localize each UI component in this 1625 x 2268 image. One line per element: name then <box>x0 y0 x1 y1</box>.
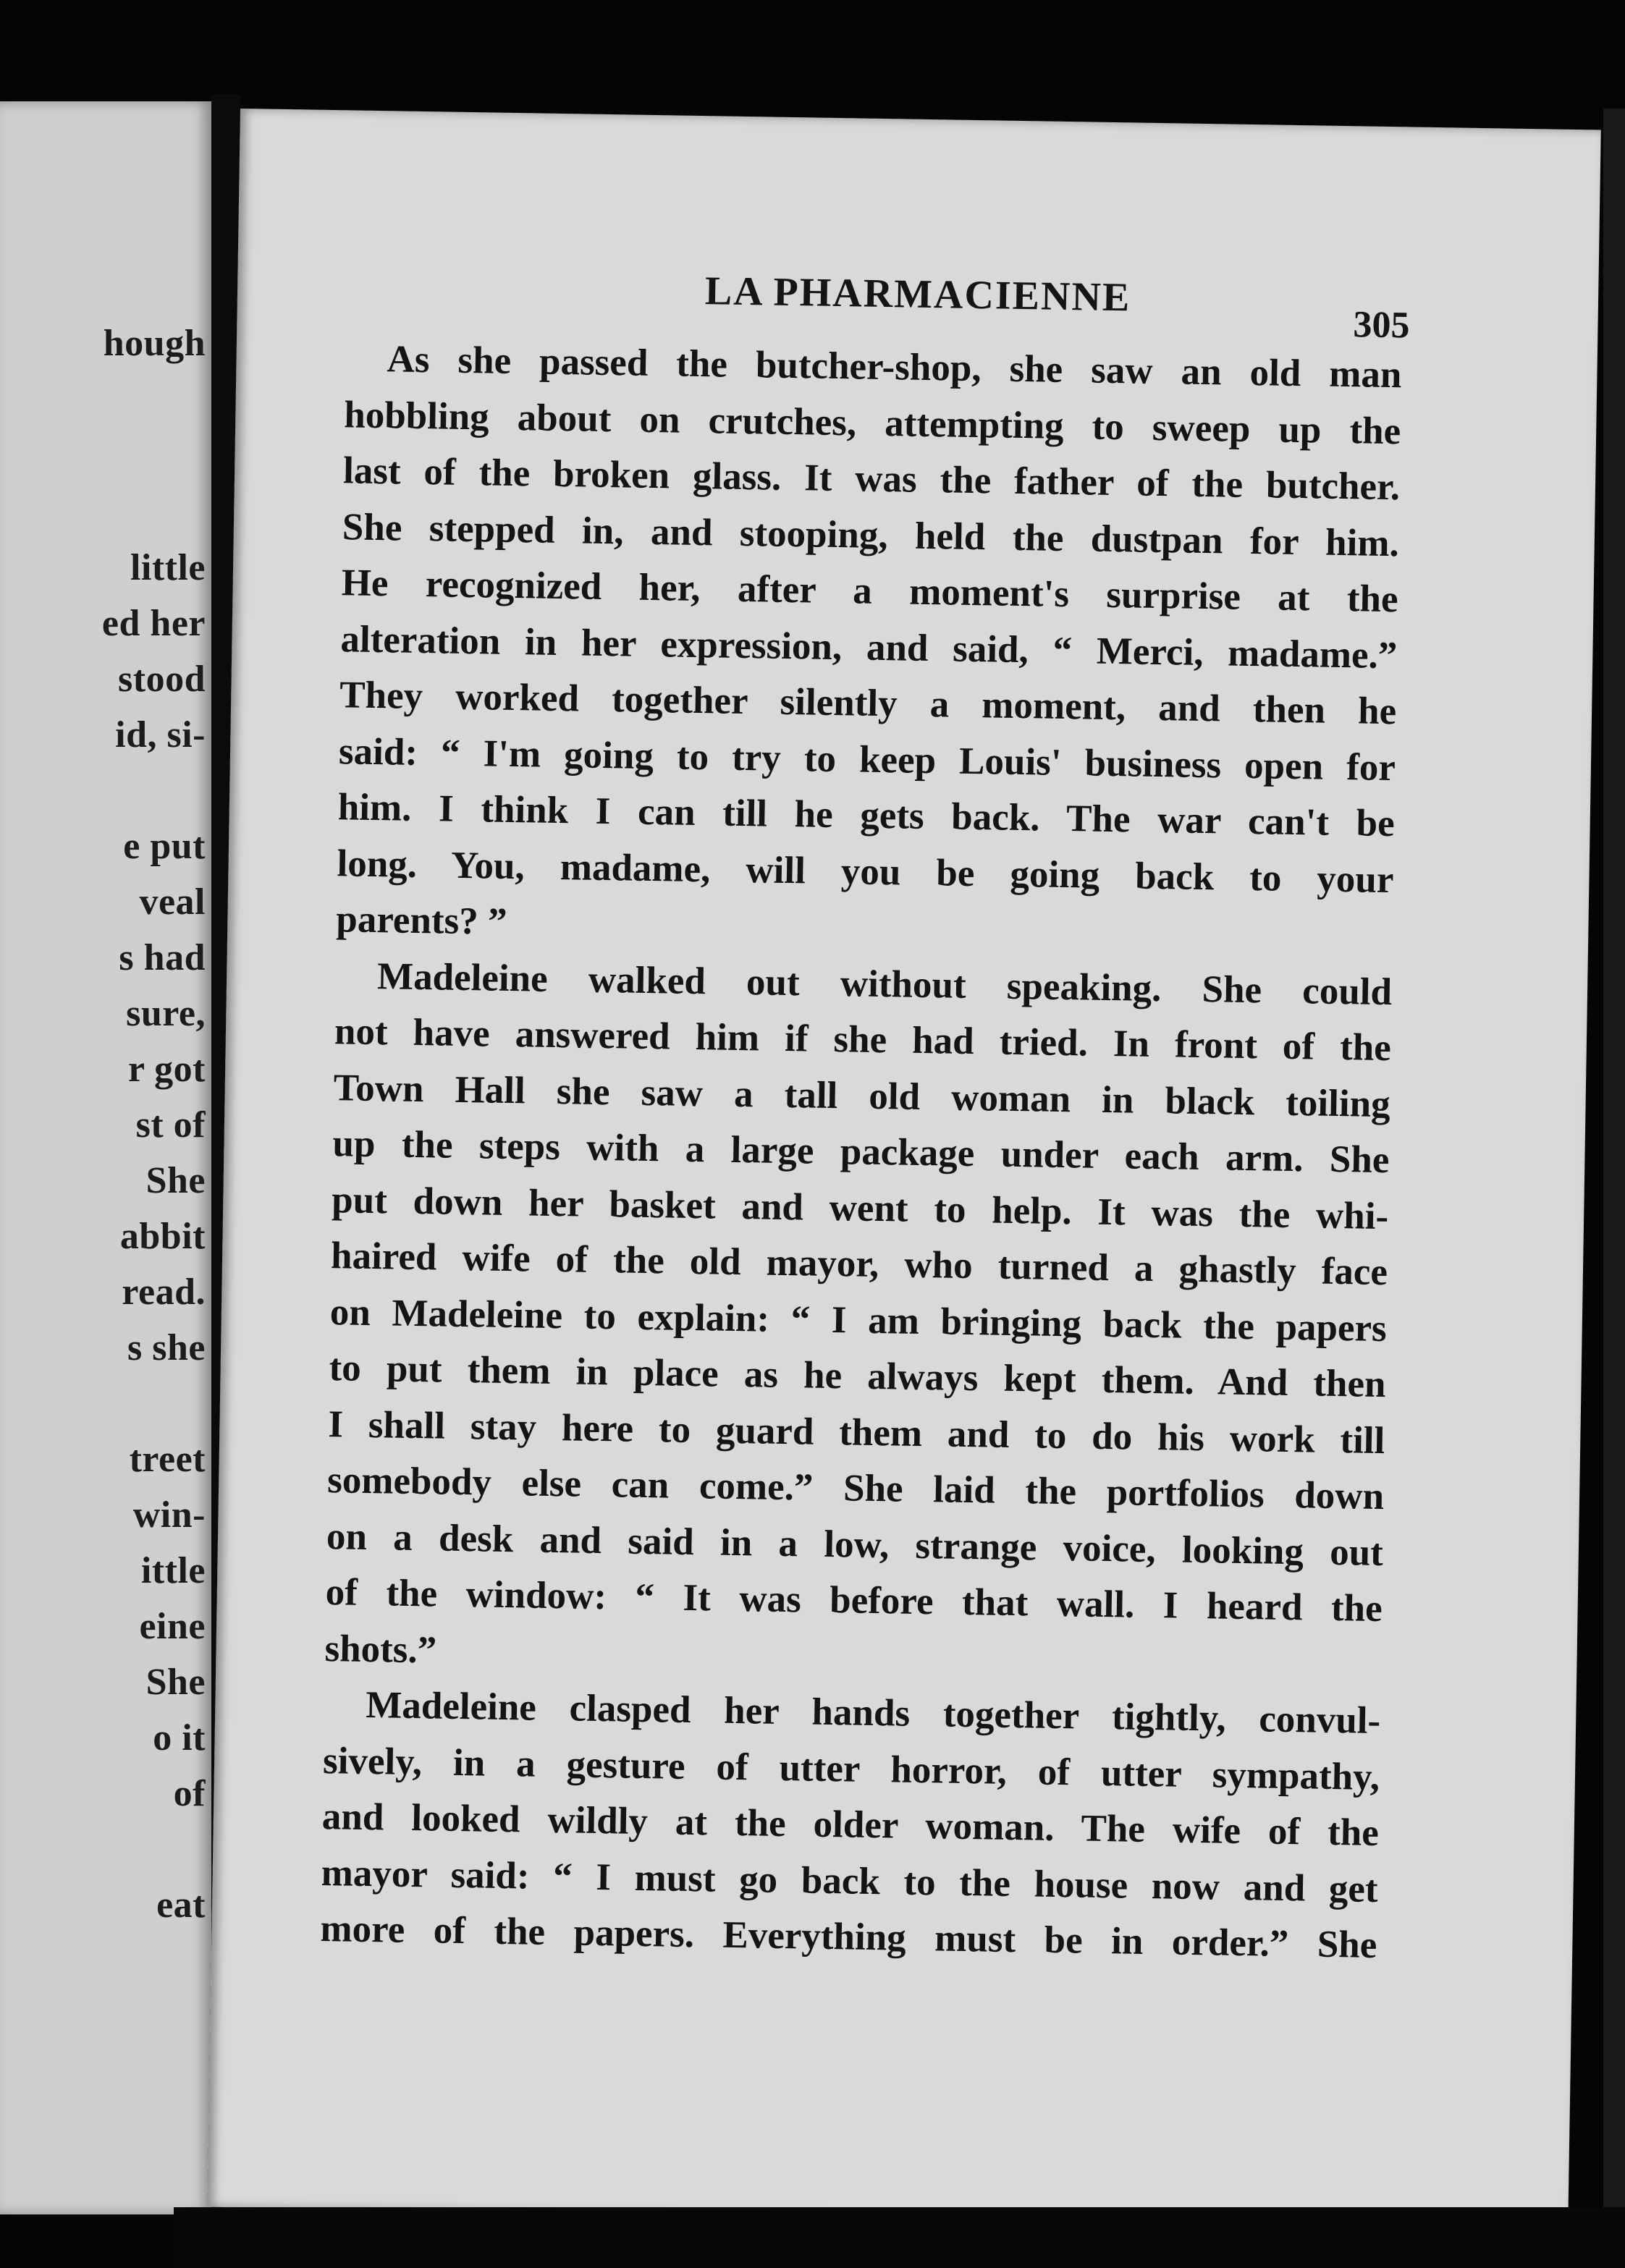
text-line: He recognized her, after a moment's surprise at the <box>341 562 1399 621</box>
left-line: sure, <box>126 993 206 1034</box>
text-line: up the steps with a large package under each arm. She <box>332 1122 1390 1182</box>
text-line: I shall stay here to guard them and to do his work till <box>328 1402 1385 1462</box>
left-line: r got <box>128 1049 206 1090</box>
text-line: on a desk and said in a low, strange voice, looking out <box>326 1515 1384 1574</box>
page-number: 305 <box>1353 304 1410 347</box>
left-line: She <box>145 1160 206 1201</box>
left-line: eine <box>139 1606 206 1647</box>
left-line: little <box>130 547 206 588</box>
text-line: haired wife of the old mayor, who turned a ghastly face <box>330 1235 1388 1294</box>
left-line: eat <box>156 1884 206 1926</box>
left-line: win- <box>132 1494 206 1536</box>
text-line: shots.” <box>324 1627 437 1672</box>
page-bottom-edge <box>174 2207 1625 2268</box>
left-line: ittle <box>140 1550 206 1591</box>
text-line: him. I think I can till he gets back. The war can't be <box>337 786 1396 845</box>
left-line: hough <box>103 323 206 364</box>
left-line: treet <box>129 1439 206 1480</box>
text-line: parents? ” <box>335 898 507 943</box>
text-line: of the window: “ It was before that wall. I heard the <box>325 1571 1383 1630</box>
page-body-text <box>320 331 1402 1973</box>
left-line: s she <box>127 1327 206 1368</box>
text-line: Madeleine clasped her hands together tightly, convul- <box>365 1683 1381 1743</box>
text-line: As she passed the butcher-shop, she saw an old man <box>387 338 1402 397</box>
left-line: read. <box>122 1271 206 1313</box>
text-line: last of the broken glass. It was the father of the butcher. <box>342 449 1401 509</box>
text-line: She stepped in, and stooping, held the dustpan for him. <box>342 505 1400 564</box>
left-line: abbit <box>119 1216 206 1257</box>
left-line: s had <box>119 937 206 978</box>
text-line: put down her basket and went to help. It was the whi- <box>331 1178 1389 1237</box>
left-line: ed her <box>101 603 206 644</box>
left-line: veal <box>139 881 206 923</box>
left-line: o it <box>153 1717 206 1759</box>
text-line: They worked together silently a moment, and then he <box>339 674 1397 733</box>
text-line: and looked wildly at the older woman. The wife of the <box>321 1795 1380 1854</box>
running-head: LA PHARMACIENNE <box>704 268 1131 321</box>
text-line: alteration in her expression, and said, “ Merci, madame.” <box>340 617 1398 677</box>
text-line: not have answered him if she had tried. In front of the <box>334 1010 1392 1070</box>
text-line: mayor said: “ I must go back to the house now and get <box>321 1851 1379 1911</box>
left-line: of <box>173 1773 206 1814</box>
text-line: Madeleine walked out without speaking. She could <box>376 955 1393 1013</box>
text-line: Town Hall she saw a tall old woman in black toiling <box>333 1066 1391 1125</box>
text-line: sively, in a gesture of utter horror, of utter sympathy, <box>322 1739 1380 1798</box>
left-line: st of <box>135 1104 206 1146</box>
text-line: to put them in place as he always kept them. And then <box>329 1347 1386 1406</box>
left-line: stood <box>118 659 206 700</box>
text-line: on Madeleine to explain: “ I am bringing back the papers <box>329 1290 1388 1350</box>
previous-page-fragment <box>0 101 211 2214</box>
text-line: said: “ I'm going to try to keep Louis' business open for <box>338 729 1396 789</box>
book-page <box>207 109 1600 2228</box>
text-line: hobbling about on crutches, attempting to sweep up the <box>343 393 1401 452</box>
text-line: somebody else can come.” She laid the portfolios down <box>326 1459 1385 1518</box>
left-line: e put <box>123 826 206 867</box>
left-line: She <box>145 1662 206 1703</box>
left-line: id, si- <box>115 714 206 756</box>
page-right-edge <box>1603 109 1625 2222</box>
text-line: long. You, madame, will you be going back to your <box>337 842 1394 901</box>
text-line: more of the papers. Everything must be in order.” She <box>320 1908 1377 1966</box>
